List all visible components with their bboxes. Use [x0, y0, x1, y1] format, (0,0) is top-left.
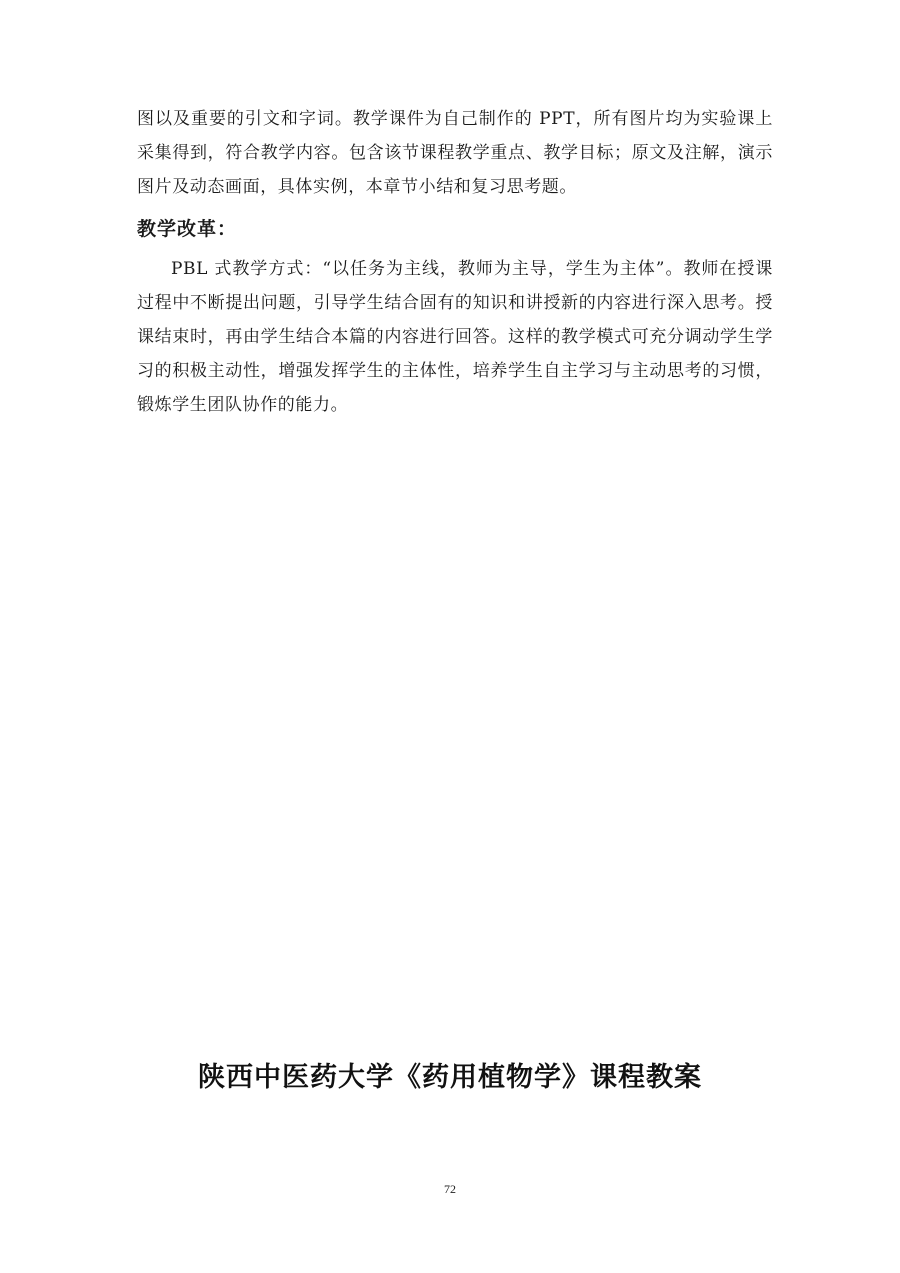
section-heading-teaching-reform: 教学改革： — [137, 218, 238, 240]
course-plan-title: 陕西中医药大学《药用植物学》课程教案 — [198, 1062, 702, 1093]
page-number: 72 — [444, 1182, 456, 1196]
body-paragraph-pbl-method: PBL 式教学方式：“以任务为主线，教师为主导，学生为主体”。教师在授课过程中不断提出问题，引导学生结合固有的知识和讲授新的内容进行深入思考。授课结束时，再由学生结合本篇的内容进行回答。这样的教学模式可充分调动学生学习的积极主动性，增强发挥学生的主体性，培养学生自主学习与主动思考的习惯，锻炼学生团队协作的能力。 — [137, 259, 773, 415]
body-paragraph-courseware: 图以及重要的引文和字词。教学课件为自己制作的 PPT，所有图片均为实验课上采集得到，符合教学内容。包含该节课程教学重点、教学目标；原文及注解，演示图片及动态画面，具体实例，本章节小结和复习思考题。 — [137, 109, 773, 197]
